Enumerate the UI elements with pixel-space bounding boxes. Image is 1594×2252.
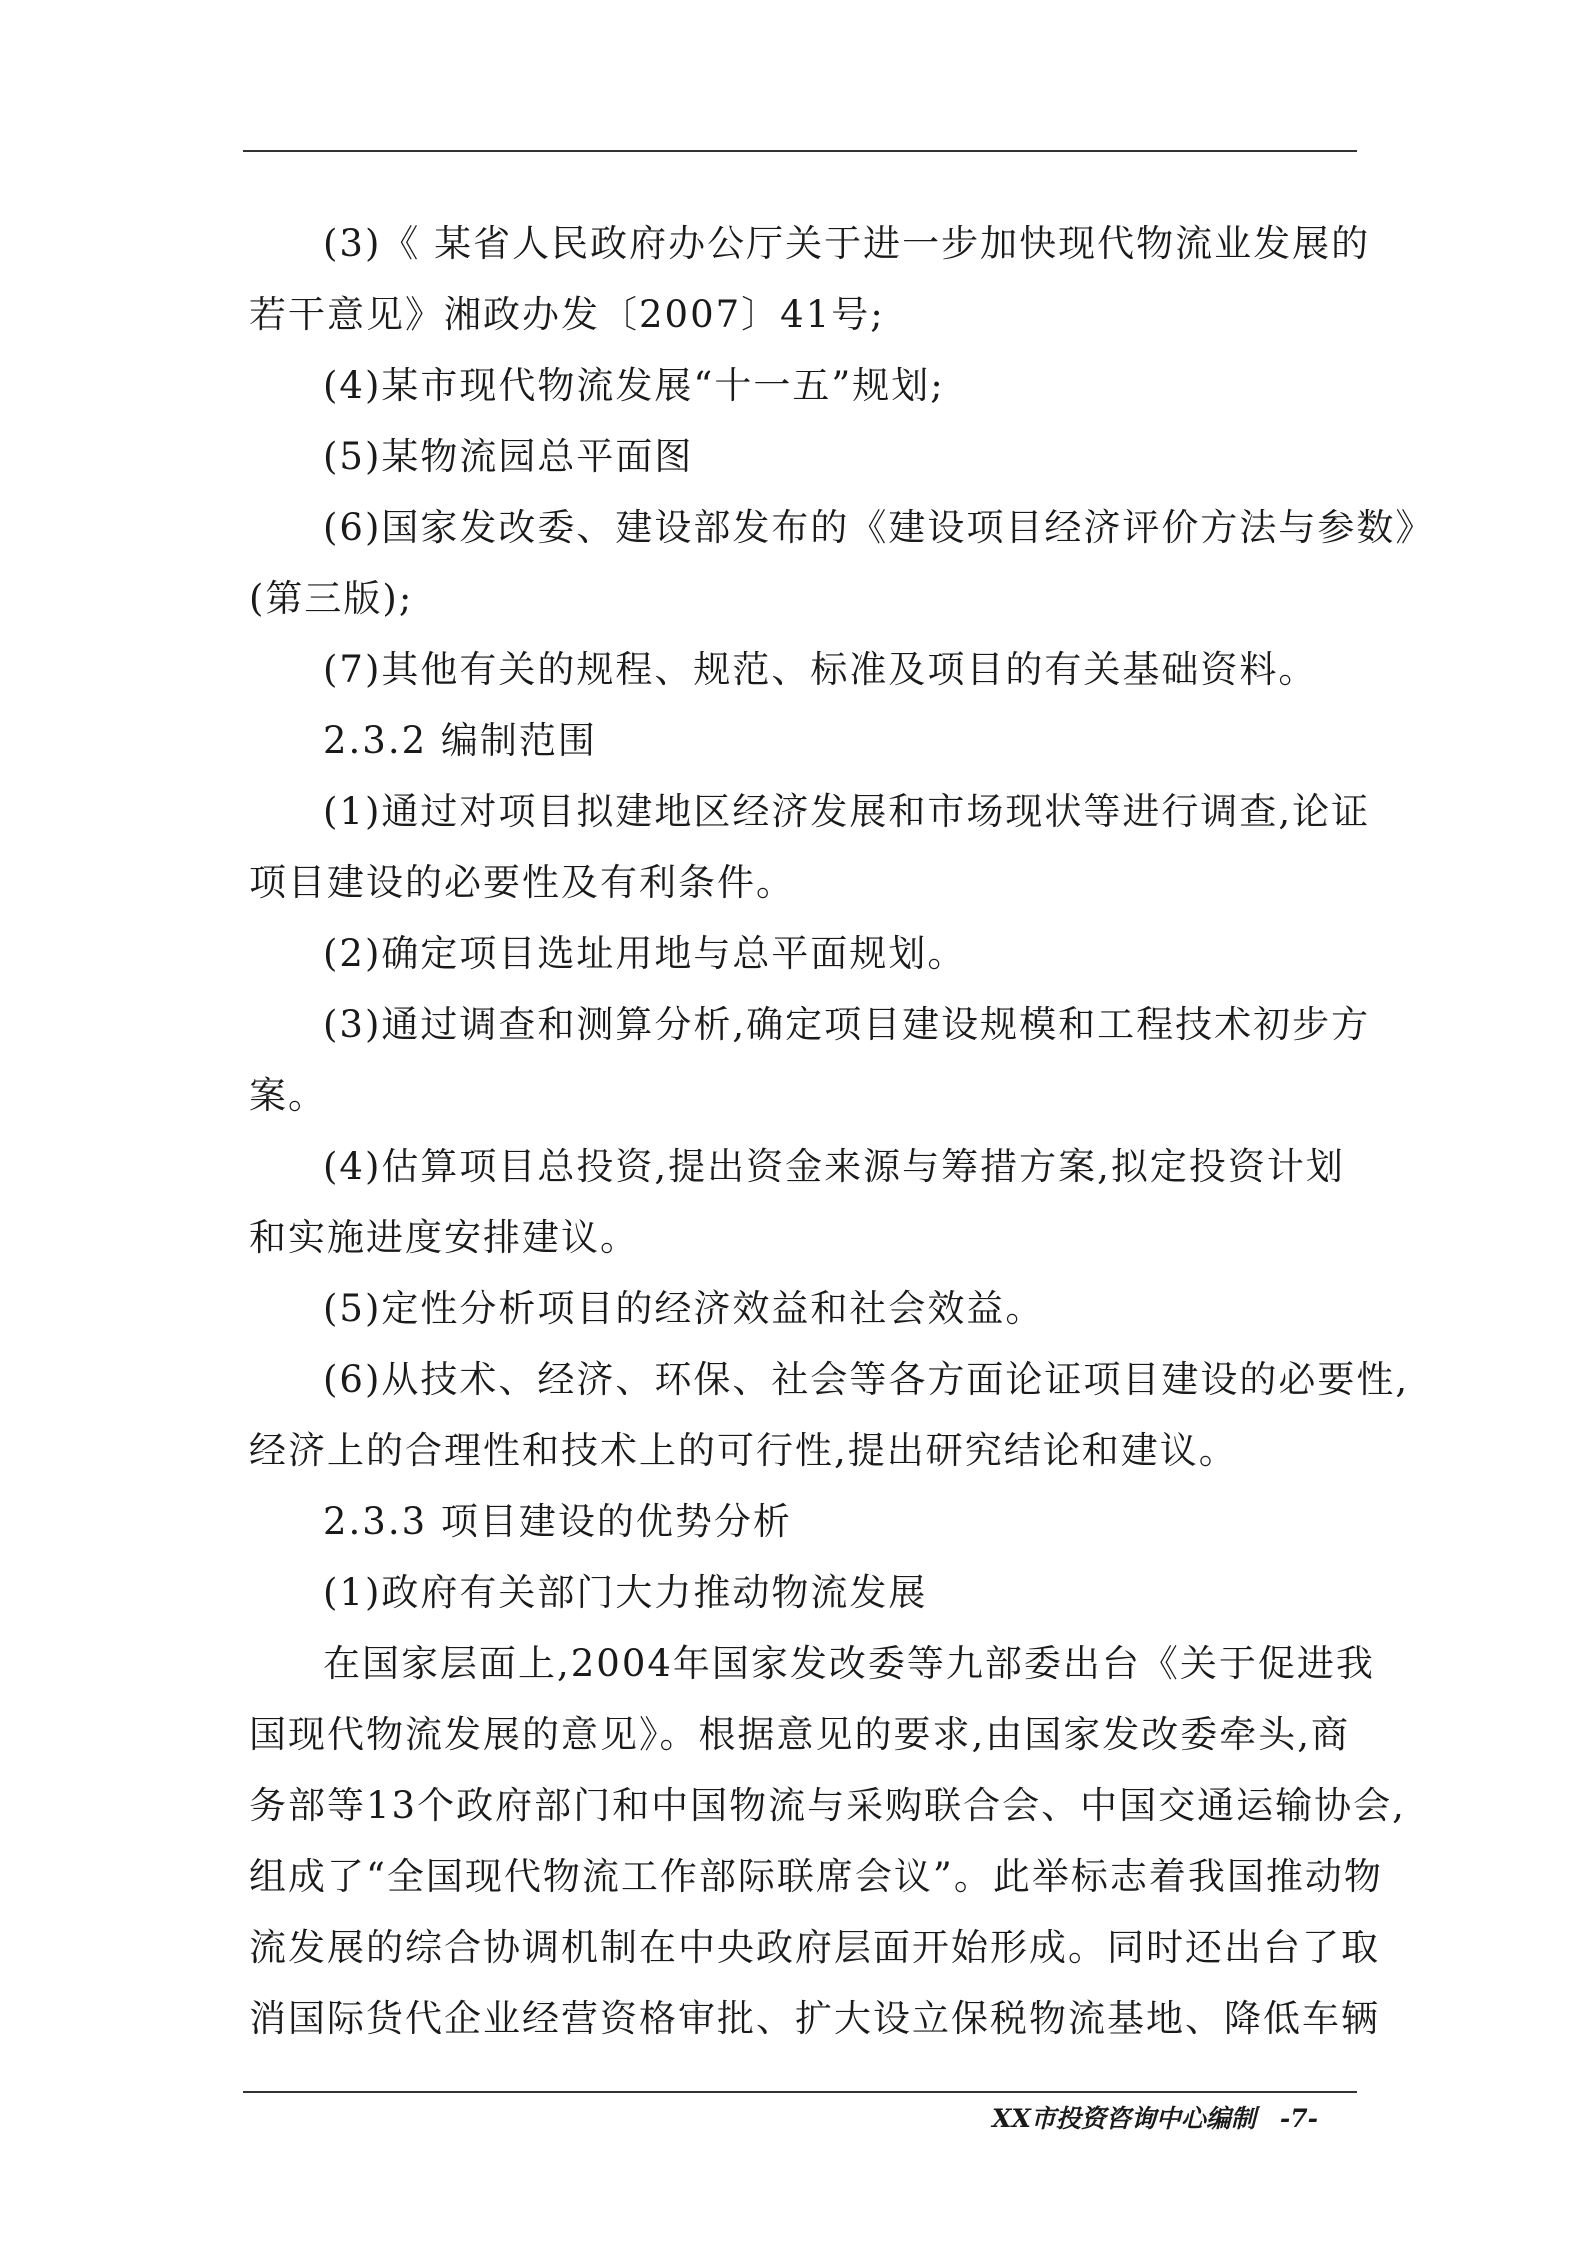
- text-line: 流发展的综合协调机制在中央政府层面开始形成。同时还出台了取: [249, 1926, 1380, 1969]
- text-line: (4)估算项目总投资,提出资金来源与筹措方案,拟定投资计划: [323, 1145, 1345, 1188]
- header-rule: [243, 150, 1357, 152]
- text-line: (1)政府有关部门大力推动物流发展: [323, 1571, 928, 1614]
- document-body: [249, 208, 1435, 2054]
- text-line: (6)国家发改委、建设部发布的《建设项目经济评价方法与参数》: [323, 506, 1435, 549]
- text-line: 务部等13个政府部门和中国物流与采购联合会、中国交通运输协会,: [249, 1784, 1406, 1827]
- page-footer: [992, 2102, 1318, 2136]
- text-line: 在国家层面上,2004年国家发改委等九部委出台《关于促进我: [323, 1642, 1375, 1685]
- text-line: 2.3.3 项目建设的优势分析: [323, 1500, 792, 1543]
- text-line: (3)《 某省人民政府办公厅关于进一步加快现代物流业发展的: [323, 222, 1371, 265]
- text-line: (1)通过对项目拟建地区经济发展和市场现状等进行调查,论证: [323, 790, 1371, 833]
- footer-rule: [243, 2091, 1357, 2093]
- text-line: (4)某市现代物流发展“十一五”规划;: [323, 364, 945, 407]
- page-number: -7-: [1279, 2104, 1318, 2133]
- text-line: 案。: [249, 1074, 327, 1117]
- text-line: (2)确定项目选址用地与总平面规划。: [323, 932, 967, 975]
- text-line: 国现代物流发展的意见》。根据意见的要求,由国家发改委牵头,商: [249, 1713, 1351, 1756]
- text-line: 消国际货代企业经营资格审批、扩大设立保税物流基地、降低车辆: [249, 1997, 1380, 2040]
- footer-publisher: XX市投资咨询中心编制: [992, 2104, 1256, 2133]
- text-line: (6)从技术、经济、环保、社会等各方面论证项目建设的必要性,: [323, 1358, 1410, 1401]
- text-line: 项目建设的必要性及有利条件。: [249, 861, 795, 904]
- text-line: 若干意见》湘政办发〔2007〕41号;: [249, 293, 885, 336]
- text-line: (3)通过调查和测算分析,确定项目建设规模和工程技术初步方: [323, 1003, 1371, 1046]
- text-line: 2.3.2 编制范围: [323, 719, 597, 762]
- text-line: 经济上的合理性和技术上的可行性,提出研究结论和建议。: [249, 1429, 1238, 1472]
- text-line: (5)某物流园总平面图: [323, 435, 694, 478]
- text-line: 和实施进度安排建议。: [249, 1216, 639, 1259]
- text-line: (第三版);: [249, 577, 414, 620]
- text-line: (5)定性分析项目的经济效益和社会效益。: [323, 1287, 1045, 1330]
- text-line: (7)其他有关的规程、规范、标准及项目的有关基础资料。: [323, 648, 1318, 691]
- text-line: 组成了“全国现代物流工作部际联席会议”。此举标志着我国推动物: [249, 1855, 1383, 1898]
